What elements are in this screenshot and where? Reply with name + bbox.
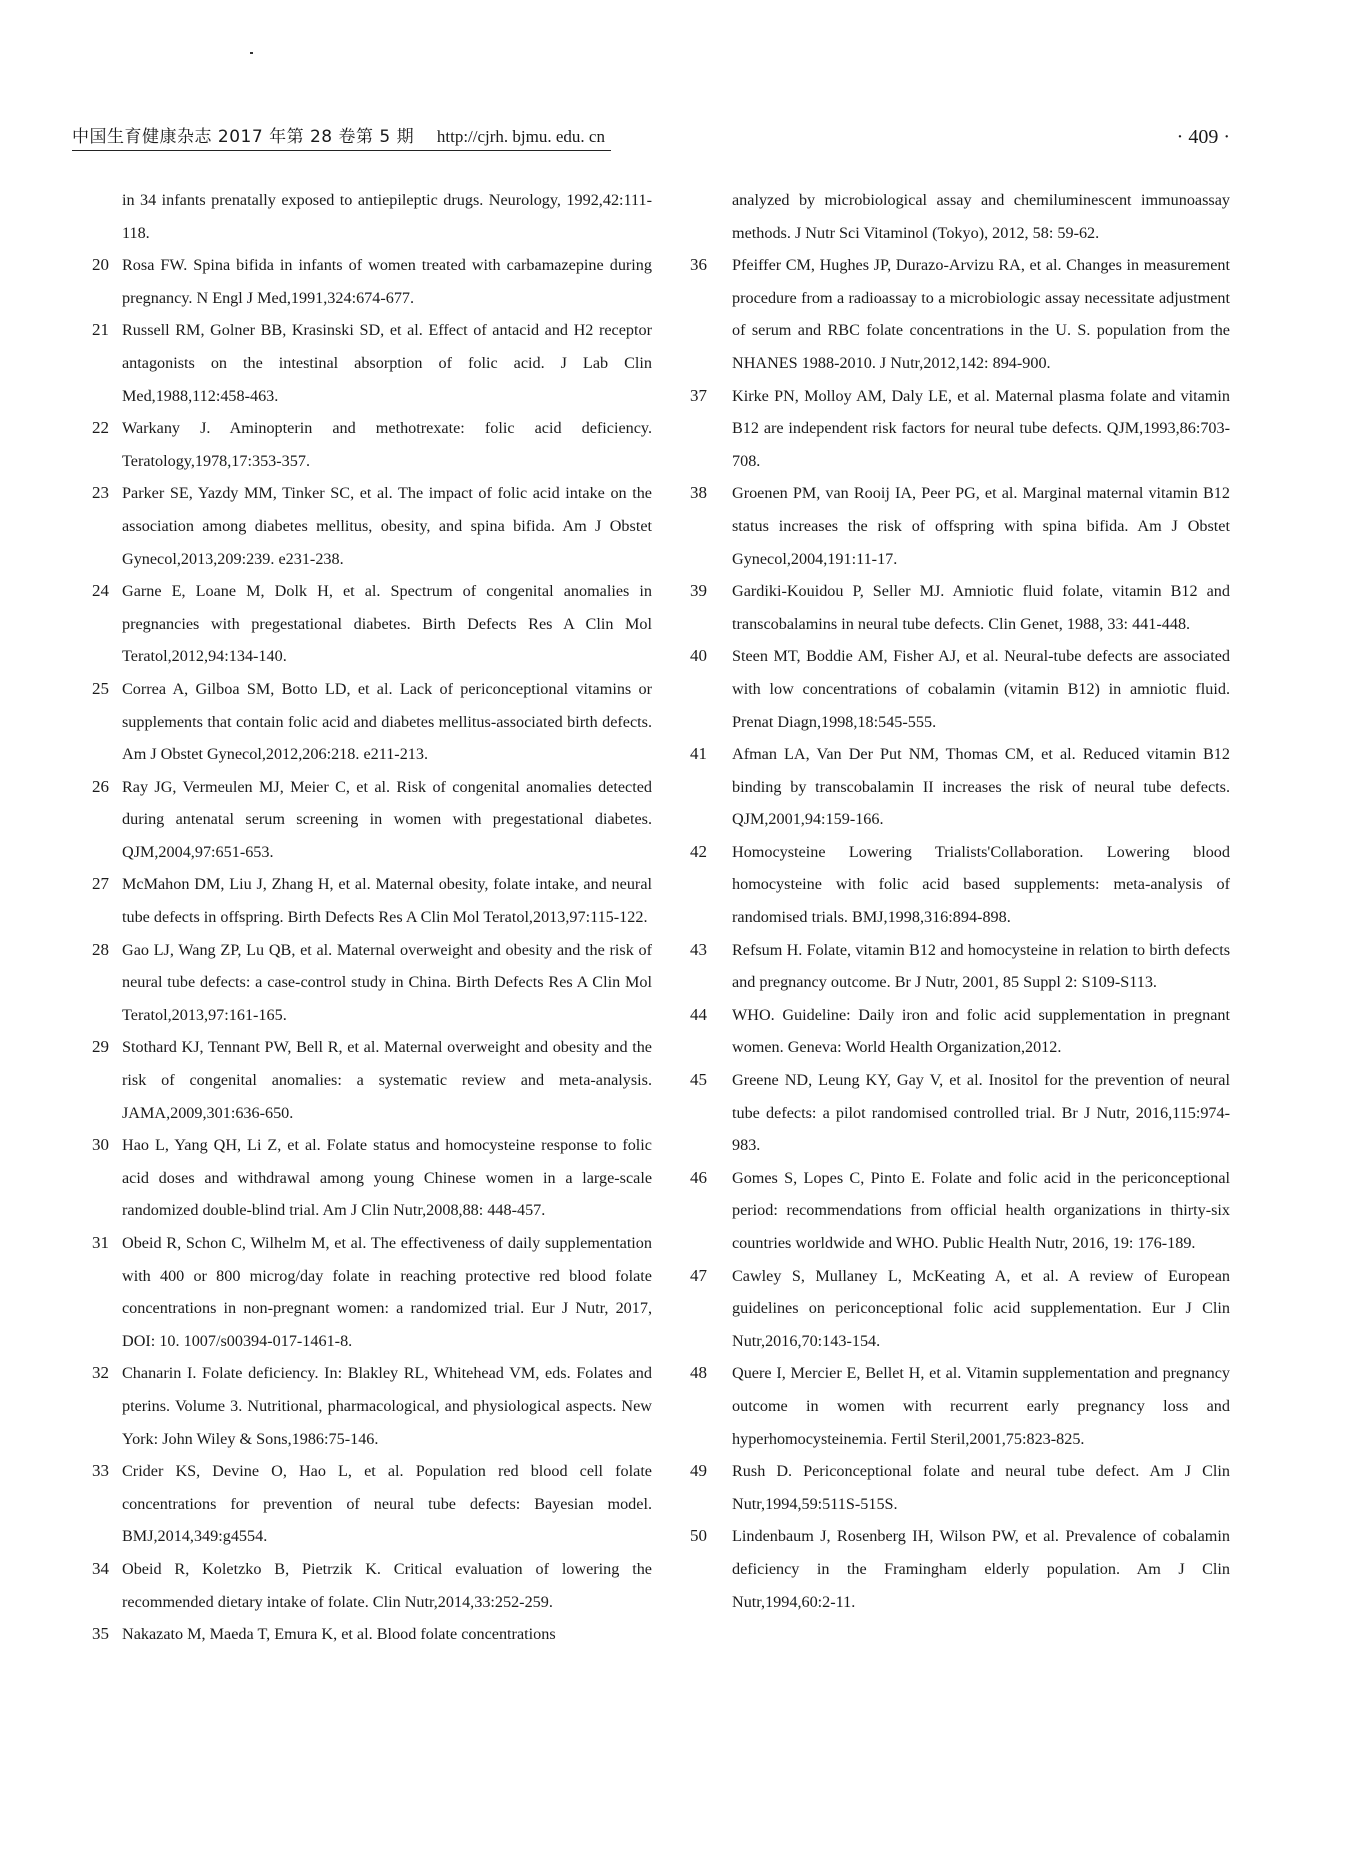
reference-text: Quere I, Mercier E, Bellet H, et al. Vitamin supplementation and pregnancy outcome in women with recurrent early pregnancy loss and hyperhomocysteinemia. Fertil Steril,2001,75:823-825.: [732, 1364, 1230, 1448]
reference-text: Refsum H. Folate, vitamin B12 and homocysteine in relation to birth defects and pregnancy outcome. Br J Nutr, 2001, 85 Suppl 2: S109-S113.: [732, 940, 1230, 992]
reference-item: [92, 1553, 652, 1618]
reference-text: Gao LJ, Wang ZP, Lu QB, et al. Maternal overweight and obesity and the risk of neural tube defects: a case-control study in China. Birth Defects Res A Clin Mol Teratol,2013,97:161-165.: [122, 940, 652, 1024]
reference-text: Garne E, Loane M, Dolk H, et al. Spectrum of congenital anomalies in pregnancies with pregestational diabetes. Birth Defects Res A Clin Mol Teratol,2012,94:134-140.: [122, 582, 652, 666]
reference-text: WHO. Guideline: Daily iron and folic acid supplementation in pregnant women. Geneva: World Health Organization,2012.: [732, 1005, 1230, 1057]
reference-number: 36: [690, 255, 707, 275]
reference-item: [690, 934, 1230, 999]
reference-item: [690, 1162, 1230, 1260]
reference-number: 48: [690, 1363, 707, 1383]
reference-text: Obeid R, Koletzko B, Pietrzik K. Critical evaluation of lowering the recommended dietary intake of folate. Clin Nutr,2014,33:252-259.: [122, 1559, 652, 1611]
reference-number: 35: [92, 1624, 109, 1644]
reference-text: Nakazato M, Maeda T, Emura K, et al. Blood folate concentrations: [122, 1625, 556, 1644]
reference-text: Lindenbaum J, Rosenberg IH, Wilson PW, et al. Prevalence of cobalamin deficiency in the Framingham elderly population. Am J Clin Nutr,1994,60:2-11.: [732, 1527, 1230, 1611]
reference-number: 43: [690, 939, 707, 959]
reference-text: Chanarin I. Folate deficiency. In: Blakley RL, Whitehead VM, eds. Folates and pterins. Volume 3. Nutritional, pharmacological, and physiological aspects. New York: John Wiley & Sons,1986:75-146.: [122, 1364, 652, 1448]
reference-number: 42: [690, 841, 707, 861]
reference-item: [92, 771, 652, 869]
reference-text: Ray JG, Vermeulen MJ, Meier C, et al. Risk of congenital anomalies detected during antenatal serum screening in women with pregestational diabetes. QJM,2004,97:651-653.: [122, 777, 652, 861]
reference-item: [92, 575, 652, 673]
reference-number: 21: [92, 320, 109, 340]
reference-number: 33: [92, 1461, 109, 1481]
reference-number: 46: [690, 1167, 707, 1187]
reference-text: Hao L, Yang QH, Li Z, et al. Folate status and homocysteine response to folic acid doses and withdrawal among young Chinese women in a large-scale randomized double-blind trial. Am J Clin Nutr,2008,88: 448-457.: [122, 1136, 652, 1220]
reference-item: [690, 999, 1230, 1064]
reference-text: analyzed by microbiological assay and chemiluminescent immunoassay methods. J Nutr Sci Vitaminol (Tokyo), 2012, 58: 59-62.: [732, 191, 1230, 242]
reference-item: [690, 477, 1230, 575]
journal-url[interactable]: http://cjrh. bjmu. edu. cn: [436, 127, 605, 146]
reference-item: [690, 380, 1230, 478]
reference-item: [92, 477, 652, 575]
reference-text: Stothard KJ, Tennant PW, Bell R, et al. Maternal overweight and obesity and the risk of congenital anomalies: a systematic review and meta-analysis. JAMA,2009,301:636-650.: [122, 1038, 652, 1122]
reference-item: [690, 1064, 1230, 1162]
journal-issue: 中国生育健康杂志 2017 年第 28 卷第 5 期: [72, 127, 415, 147]
reference-number: 22: [92, 418, 109, 438]
reference-text: Gardiki-Kouidou P, Seller MJ. Amniotic fluid folate, vitamin B12 and transcobalamins in neural tube defects. Clin Genet, 1988, 33: 441-448.: [732, 582, 1230, 633]
reference-item: [690, 738, 1230, 836]
reference-item: [92, 412, 652, 477]
reference-text: Obeid R, Schon C, Wilhelm M, et al. The effectiveness of daily supplementation with 400 or 800 microg/day folate in reaching protective red blood folate concentrations in non-pregnant women: a randomized trial. Eur J Nutr, 2017, DOI: 10. 1007/s00394-017-1461-8.: [122, 1234, 652, 1350]
reference-text: Kirke PN, Molloy AM, Daly LE, et al. Maternal plasma folate and vitamin B12 are independent risk factors for neural tube defects. QJM,1993,86:703-708.: [732, 386, 1230, 470]
reference-number: 25: [92, 678, 109, 698]
running-head: [72, 124, 1312, 152]
reference-text: Pfeiffer CM, Hughes JP, Durazo-Arvizu RA, et al. Changes in measurement procedure from a radioassay to a microbiologic assay necessitate adjustment of serum and RBC folate concentrations in the U. S. population from the NHANES 1988-2010. J Nutr,2012,142: 894-900.: [732, 256, 1230, 372]
reference-number: 49: [690, 1461, 707, 1481]
reference-text: Rush D. Periconceptional folate and neural tube defect. Am J Clin Nutr,1994,59:511S-515S.: [732, 1462, 1230, 1513]
reference-text: Groenen PM, van Rooij IA, Peer PG, et al. Marginal maternal vitamin B12 status increases the risk of offspring with spina bifida. Am J Obstet Gynecol,2004,191:11-17.: [732, 484, 1230, 568]
reference-item: [690, 640, 1230, 738]
reference-item: [92, 1618, 652, 1651]
reference-item: [690, 1455, 1230, 1520]
reference-number: 28: [92, 939, 109, 959]
reference-item: [92, 1031, 652, 1129]
reference-column-left: [92, 184, 652, 1651]
reference-text: Afman LA, Van Der Put NM, Thomas CM, et al. Reduced vitamin B12 binding by transcobalamin II increases the risk of neural tube defects. QJM,2001,94:159-166.: [732, 745, 1230, 829]
reference-number: 47: [690, 1265, 707, 1285]
reference-number: 44: [690, 1004, 707, 1024]
reference-text: Russell RM, Golner BB, Krasinski SD, et al. Effect of antacid and H2 receptor antagonists on the intestinal absorption of folic acid. J Lab Clin Med,1988,112:458-463.: [122, 321, 652, 405]
reference-item: [690, 1260, 1230, 1358]
reference-item: [690, 1357, 1230, 1455]
reference-text: Rosa FW. Spina bifida in infants of women treated with carbamazepine during pregnancy. N Engl J Med,1991,324:674-677.: [122, 256, 652, 307]
reference-number: 37: [690, 385, 707, 405]
reference-text: Crider KS, Devine O, Hao L, et al. Population red blood cell folate concentrations for prevention of neural tube defects: Bayesian model. BMJ,2014,349:g4554.: [122, 1462, 652, 1546]
reference-text: Correa A, Gilboa SM, Botto LD, et al. Lack of periconceptional vitamins or supplements that contain folic acid and diabetes mellitus-associated birth defects. Am J Obstet Gynecol,2012,206:218. e211-213.: [122, 679, 652, 764]
reference-text: Parker SE, Yazdy MM, Tinker SC, et al. The impact of folic acid intake on the association among diabetes mellitus, obesity, and spina bifida. Am J Obstet Gynecol,2013,209:239. e231-238.: [122, 484, 652, 568]
reference-text: Steen MT, Boddie AM, Fisher AJ, et al. Neural-tube defects are associated with low concentrations of cobalamin (vitamin B12) in amniotic fluid. Prenat Diagn,1998,18:545-555.: [732, 647, 1230, 731]
reference-item: [690, 836, 1230, 934]
reference-text: Homocysteine Lowering Trialists'Collaboration. Lowering blood homocysteine with folic acid based supplements: meta-analysis of randomised trials. BMJ,1998,316:894-898.: [732, 842, 1230, 927]
reference-text: in 34 infants prenatally exposed to antiepileptic drugs. Neurology, 1992,42:111-118.: [122, 191, 652, 242]
reference-number: 39: [690, 581, 707, 601]
reference-item: [92, 249, 652, 314]
reference-item: [92, 673, 652, 771]
reference-number: 29: [92, 1037, 109, 1057]
reference-item: [690, 1520, 1230, 1618]
reference-item: [92, 1357, 652, 1455]
reference-number: 24: [92, 581, 109, 601]
reference-number: 31: [92, 1233, 109, 1252]
page-number: · 409 ·: [1176, 126, 1230, 148]
reference-item: [92, 1455, 652, 1553]
reference-text: McMahon DM, Liu J, Zhang H, et al. Maternal obesity, folate intake, and neural tube defects in offspring. Birth Defects Res A Clin Mol Teratol,2013,97:115-122.: [122, 875, 652, 927]
reference-number: 23: [92, 483, 109, 503]
reference-number: 27: [92, 874, 109, 894]
reference-item: [92, 934, 652, 1032]
reference-text: Warkany J. Aminopterin and methotrexate: folic acid deficiency. Teratology,1978,17:353-357.: [122, 419, 652, 470]
reference-number: 20: [92, 255, 109, 275]
reference-number: 38: [690, 483, 707, 503]
reference-text: Greene ND, Leung KY, Gay V, et al. Inositol for the prevention of neural tube defects: a pilot randomised controlled trial. Br J Nutr, 2016,115:974-983.: [732, 1071, 1230, 1155]
reference-item: [690, 575, 1230, 640]
reference-number: 26: [92, 776, 109, 796]
reference-number: 32: [92, 1363, 109, 1383]
reference-number: 45: [690, 1070, 707, 1090]
reference-item: [690, 249, 1230, 379]
reference-item: [92, 868, 652, 933]
reference-number: 50: [690, 1526, 707, 1546]
reference-text: Gomes S, Lopes C, Pinto E. Folate and folic acid in the periconceptional period: recommendations from official health organizations in thirty-six countries worldwide and WHO. Public Health Nutr, 2016, 19: 176-189.: [732, 1168, 1230, 1252]
reference-number: 40: [690, 646, 707, 666]
reference-item: [92, 1129, 652, 1227]
reference-number: 30: [92, 1135, 109, 1155]
reference-item: [92, 1227, 652, 1357]
reference-continuation: [690, 184, 1230, 249]
scan-speck: [250, 52, 253, 54]
running-head-left: [72, 124, 611, 151]
reference-text: Cawley S, Mullaney L, McKeating A, et al. A review of European guidelines on periconceptional folic acid supplementation. Eur J Clin Nutr,2016,70:143-154.: [732, 1266, 1230, 1350]
reference-item: [92, 314, 652, 412]
reference-column-right: [690, 184, 1230, 1618]
reference-continuation: [92, 184, 652, 249]
reference-number: 34: [92, 1558, 109, 1578]
reference-number: 41: [690, 744, 707, 764]
